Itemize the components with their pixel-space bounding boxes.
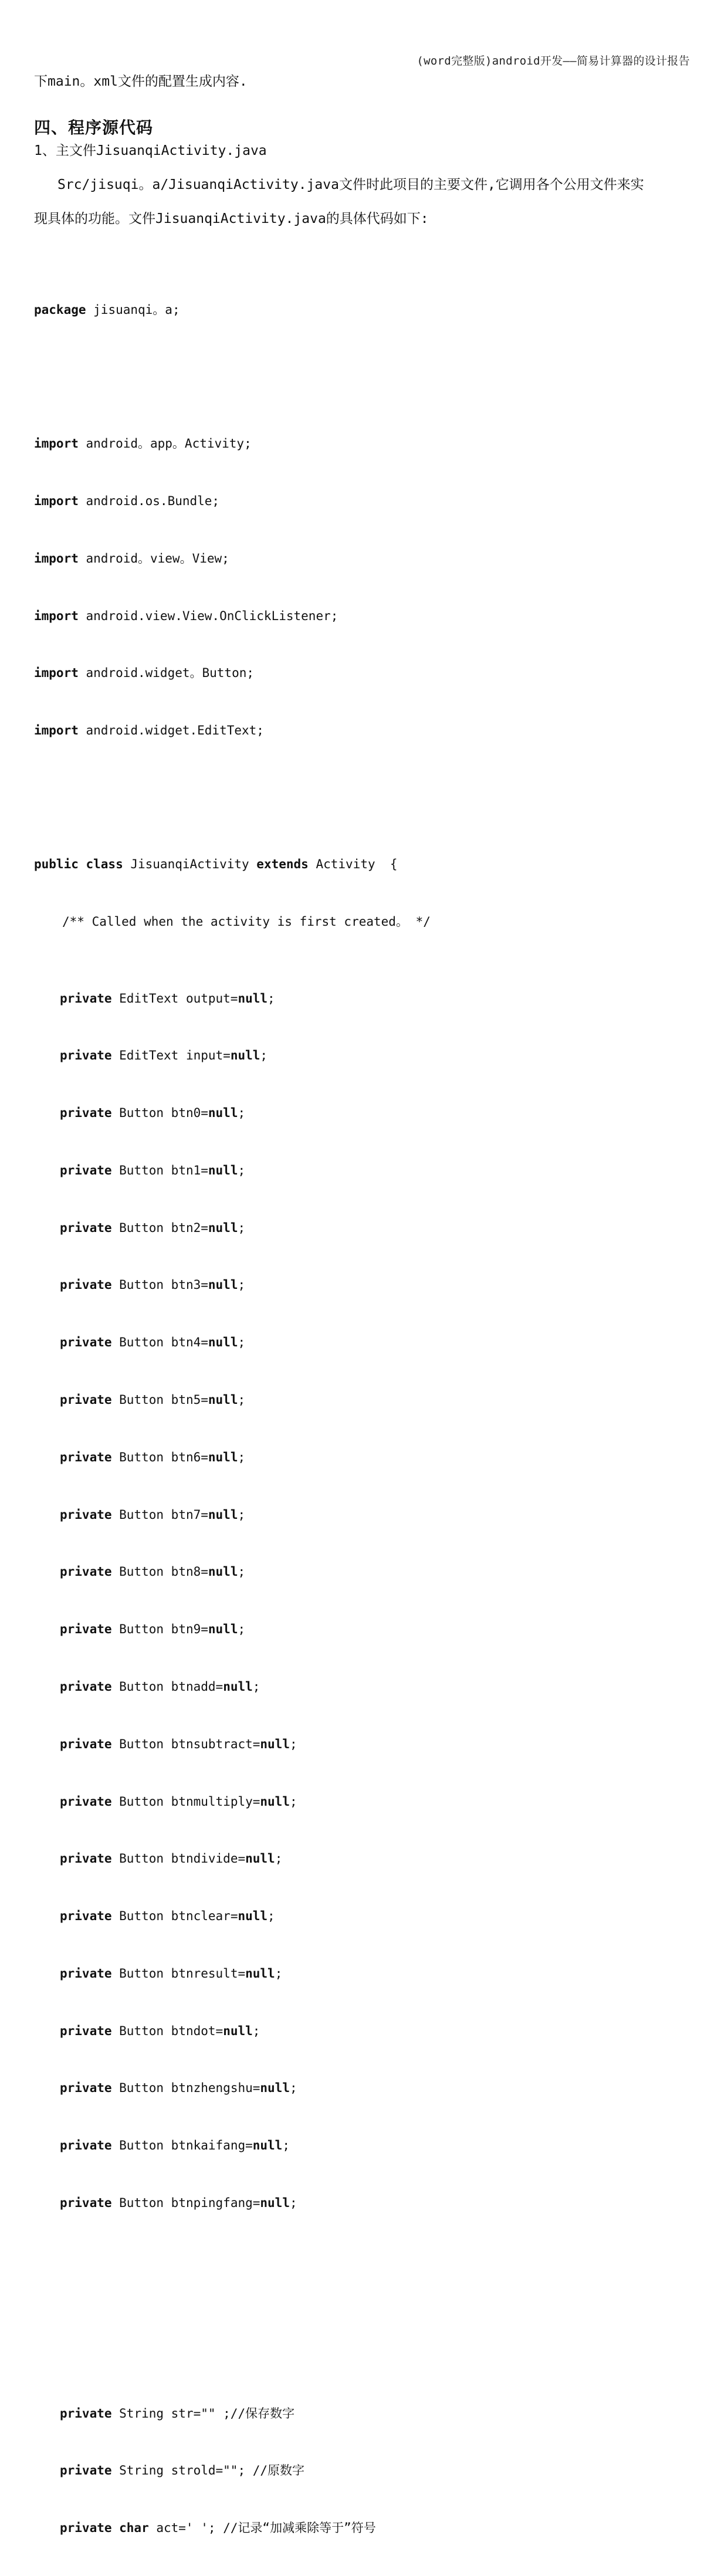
code-keyword: private xyxy=(60,1966,112,1981)
code-text: android.view.View.OnClickListener; xyxy=(78,608,338,623)
code-keyword: null xyxy=(208,1278,238,1292)
code-text: btn1= xyxy=(171,1163,208,1177)
code-keyword: private xyxy=(60,1507,112,1522)
code-blank-line xyxy=(34,778,431,798)
code-field-line xyxy=(34,1103,431,1123)
code-package-line xyxy=(34,300,431,320)
code-text: Button xyxy=(111,1565,171,1579)
code-keyword: null xyxy=(260,2195,290,2210)
code-text: ; xyxy=(238,1622,246,1637)
code-field-line xyxy=(34,1218,431,1238)
code-field-line xyxy=(34,1792,431,1812)
code-keyword: private xyxy=(60,1565,112,1579)
code-text: ; xyxy=(260,1048,268,1063)
code-keyword: import xyxy=(34,666,79,681)
code-import-line xyxy=(34,492,431,511)
code-field-line xyxy=(34,1046,431,1065)
code-text: Button xyxy=(111,1679,171,1694)
code-text: btn7= xyxy=(171,1507,208,1522)
code-text: JisuanqiActivity xyxy=(123,857,257,872)
code-text: btnmultiply= xyxy=(171,1794,260,1809)
code-text: btnkaifang= xyxy=(171,2138,253,2153)
code-text: ; xyxy=(238,1335,246,1350)
code-text: android。app。Activity; xyxy=(78,436,252,451)
code-text: btn5= xyxy=(171,1393,208,1407)
code-blank-line xyxy=(34,2270,431,2289)
section-heading: 四、程序源代码 xyxy=(34,118,154,137)
code-comment-line: /** Called when the activity is first created。 */ xyxy=(62,915,431,929)
code-field-line xyxy=(34,2461,431,2480)
code-field-line xyxy=(34,989,431,1008)
code-import-line xyxy=(34,549,431,568)
code-field-line xyxy=(34,2404,431,2423)
code-text: ; xyxy=(289,2081,297,2096)
code-text: output= xyxy=(185,991,238,1006)
code-keyword: null xyxy=(245,1966,275,1981)
code-text: Button xyxy=(111,1507,171,1522)
code-keyword: private xyxy=(60,1393,112,1407)
code-keyword: private xyxy=(60,2023,112,2038)
code-field-line xyxy=(34,1735,431,1754)
code-import-line xyxy=(34,721,431,740)
code-text: Button xyxy=(111,2138,171,2153)
code-keyword: null xyxy=(223,2023,253,2038)
code-text: Button xyxy=(111,1220,171,1235)
code-text: jisuanqi。a; xyxy=(86,303,180,317)
code-text: btnzhengshu= xyxy=(171,2081,260,2096)
code-class-declaration xyxy=(34,855,431,874)
code-text: android.widget.EditText; xyxy=(78,723,264,738)
code-field-line xyxy=(34,2194,431,2213)
code-text: Button xyxy=(111,1736,171,1751)
code-text: btn6= xyxy=(171,1450,208,1464)
code-keyword: import xyxy=(34,608,79,623)
code-blank-line xyxy=(34,2327,431,2347)
code-text: btnresult= xyxy=(171,1966,246,1981)
code-field-line xyxy=(34,2519,431,2538)
paragraph-line-2: 现具体的功能。文件JisuanqiActivity.java的具体代码如下: xyxy=(34,211,429,226)
code-keyword: private xyxy=(60,1794,112,1809)
code-text: btnsubtract= xyxy=(171,1736,260,1751)
code-text: Button xyxy=(111,1106,171,1121)
code-keyword: private xyxy=(60,1679,112,1694)
subsection-title: 1、主文件JisuanqiActivity.java xyxy=(34,143,267,158)
code-keyword: null xyxy=(238,1909,268,1924)
code-field-line xyxy=(34,2136,431,2155)
code-keyword: private xyxy=(60,2195,112,2210)
code-keyword: private char xyxy=(60,2521,149,2536)
code-keyword: import xyxy=(34,723,79,738)
code-text: Button xyxy=(111,2023,171,2038)
code-keyword: null xyxy=(208,1335,238,1350)
code-text: Button xyxy=(111,1794,171,1809)
code-text: String str="" ;//保存数字 xyxy=(111,2406,295,2421)
code-text: ; xyxy=(238,1393,246,1407)
code-text: android.os.Bundle; xyxy=(78,494,220,509)
code-text: ; xyxy=(238,1278,246,1292)
intro-line: 下main。xml文件的配置生成内容. xyxy=(34,74,248,89)
code-text: ; xyxy=(268,1909,275,1924)
code-text: Button xyxy=(111,1622,171,1637)
code-keyword: null xyxy=(208,1565,238,1579)
code-keyword: import xyxy=(34,436,79,451)
code-keyword: import xyxy=(34,551,79,566)
code-text: ; xyxy=(289,1736,297,1751)
code-text: ; xyxy=(289,1794,297,1809)
code-text: btn2= xyxy=(171,1220,208,1235)
code-keyword: import xyxy=(34,494,79,509)
code-text: ; xyxy=(252,1679,260,1694)
code-field-line xyxy=(34,1620,431,1639)
code-text: btnadd= xyxy=(171,1679,224,1694)
code-blank-line xyxy=(34,358,431,377)
code-text: btndot= xyxy=(171,2023,224,2038)
code-keyword: null xyxy=(238,991,268,1006)
code-keyword: null xyxy=(260,1736,290,1751)
code-text: ; xyxy=(238,1163,246,1177)
code-text: btn8= xyxy=(171,1565,208,1579)
code-field-line xyxy=(34,1333,431,1352)
code-keyword: null xyxy=(208,1507,238,1522)
code-keyword: private xyxy=(60,1106,112,1121)
code-keyword: null xyxy=(260,2081,290,2096)
code-text: Button xyxy=(111,1393,171,1407)
code-text: ; xyxy=(275,1851,283,1866)
code-text: Button xyxy=(111,1278,171,1292)
code-keyword: private xyxy=(60,1163,112,1177)
code-keyword: private xyxy=(60,1450,112,1464)
code-field-line xyxy=(34,1390,431,1410)
code-keyword: null xyxy=(208,1393,238,1407)
code-text: EditText xyxy=(111,991,186,1006)
code-keyword: null xyxy=(245,1851,275,1866)
code-text: EditText xyxy=(111,1048,186,1063)
code-text: Button xyxy=(111,1851,171,1866)
code-text: Button xyxy=(111,2195,171,2210)
code-text: btn4= xyxy=(171,1335,208,1350)
paragraph-line-1: Src/jisuqi。a/JisuanqiActivity.java文件时此项目的主要文件,它调用各个公用文件来实 xyxy=(57,177,644,192)
code-text: ; xyxy=(282,2138,290,2153)
code-keyword: private xyxy=(60,1335,112,1350)
code-text: ; xyxy=(238,1565,246,1579)
code-keyword: extends xyxy=(256,857,309,872)
code-text: Button xyxy=(111,2081,171,2096)
code-field-line xyxy=(34,1964,431,1983)
code-field-line xyxy=(34,1907,431,1926)
code-import-line xyxy=(34,664,431,683)
code-keyword: null xyxy=(208,1450,238,1464)
code-text: ; xyxy=(238,1220,246,1235)
code-keyword: null xyxy=(223,1679,253,1694)
code-text: act=' '; //记录“加减乘除等于”符号 xyxy=(148,2521,376,2536)
code-field-line xyxy=(34,1448,431,1467)
code-field-line xyxy=(34,1505,431,1525)
code-field-line xyxy=(34,1275,431,1295)
code-keyword: null xyxy=(260,1794,290,1809)
code-text: Button xyxy=(111,1450,171,1464)
code-keyword: null xyxy=(208,1106,238,1121)
code-keyword: null xyxy=(208,1220,238,1235)
code-keyword: null xyxy=(208,1622,238,1637)
code-text: btnclear= xyxy=(171,1909,238,1924)
code-keyword: package xyxy=(34,303,86,317)
code-text: btn3= xyxy=(171,1278,208,1292)
code-text: ; xyxy=(289,2195,297,2210)
running-header: (word完整版)android开发——简易计算器的设计报告 xyxy=(417,55,690,67)
code-text: ; xyxy=(238,1450,246,1464)
code-keyword: private xyxy=(60,1622,112,1637)
code-keyword: private xyxy=(60,1220,112,1235)
code-text: Button xyxy=(111,1966,171,1981)
code-keyword: public class xyxy=(34,857,123,872)
code-text: ; xyxy=(275,1966,283,1981)
code-keyword: private xyxy=(60,1048,112,1063)
code-text: Button xyxy=(111,1335,171,1350)
code-field-line xyxy=(34,1562,431,1582)
code-listing xyxy=(34,262,431,2576)
code-text: ; xyxy=(268,991,275,1006)
code-import-line xyxy=(34,607,431,626)
code-field-line xyxy=(34,2022,431,2041)
code-keyword: private xyxy=(60,1909,112,1924)
code-text: btn0= xyxy=(171,1106,208,1121)
code-keyword: private xyxy=(60,2463,112,2478)
code-keyword: private xyxy=(60,1278,112,1292)
code-field-line xyxy=(34,1849,431,1868)
code-text: ; xyxy=(252,2023,260,2038)
code-text: Button xyxy=(111,1909,171,1924)
code-field-line xyxy=(34,1161,431,1180)
code-keyword: private xyxy=(60,991,112,1006)
code-import-line xyxy=(34,434,431,453)
code-field-line xyxy=(34,1677,431,1697)
code-keyword: null xyxy=(230,1048,260,1063)
code-keyword: private xyxy=(60,2138,112,2153)
code-keyword: private xyxy=(60,2081,112,2096)
code-keyword: null xyxy=(252,2138,283,2153)
code-text: android。view。View; xyxy=(78,551,229,566)
code-text: btnpingfang= xyxy=(171,2195,260,2210)
code-text: btndivide= xyxy=(171,1851,246,1866)
code-keyword: private xyxy=(60,2406,112,2421)
code-text: android.widget。Button; xyxy=(78,666,255,681)
code-keyword: null xyxy=(208,1163,238,1177)
code-text: ; xyxy=(238,1507,246,1522)
code-keyword: private xyxy=(60,1736,112,1751)
code-keyword: private xyxy=(60,1851,112,1866)
code-text: Button xyxy=(111,1163,171,1177)
code-field-line xyxy=(34,2079,431,2098)
code-text: btn9= xyxy=(171,1622,208,1637)
code-text: String strold=""; //原数字 xyxy=(111,2463,305,2478)
code-text: Activity { xyxy=(308,857,398,872)
code-text: input= xyxy=(185,1048,231,1063)
code-text: ; xyxy=(238,1106,246,1121)
